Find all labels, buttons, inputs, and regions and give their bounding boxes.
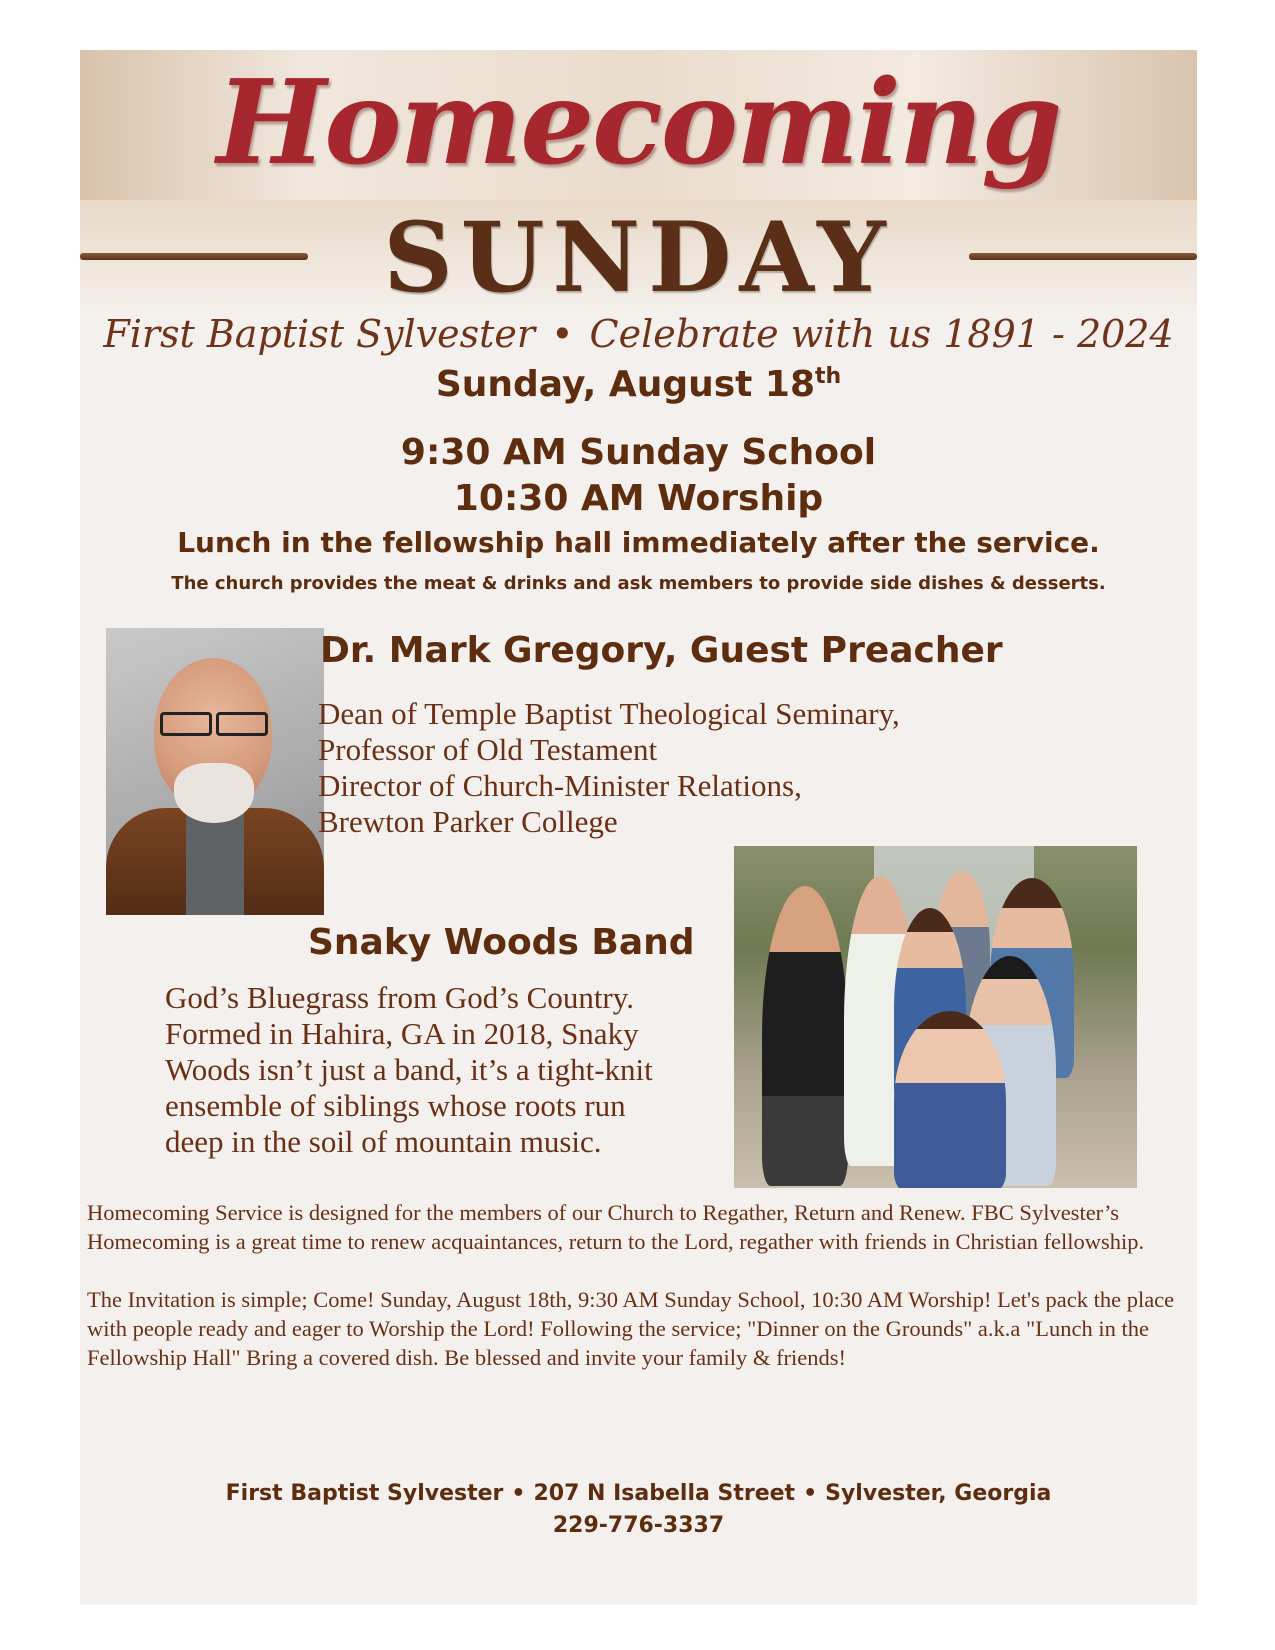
band-member-figure [894, 1011, 1006, 1188]
band-heading: Snaky Woods Band [308, 922, 695, 963]
preacher-photo-shirt [186, 813, 244, 915]
preacher-photo-beard [174, 763, 254, 823]
band-bio-line: Formed in Hahira, GA in 2018, Snaky [165, 1016, 639, 1051]
footer-address: 207 N Isabella Street [533, 1481, 796, 1506]
event-date [80, 364, 1197, 405]
footer-city: Sylvester, Georgia [825, 1481, 1052, 1506]
glasses-lens-left [160, 712, 212, 736]
preacher-photo-glasses [156, 712, 270, 732]
about-section [87, 1198, 1192, 1401]
banner-title-sunday: SUNDAY [383, 201, 894, 312]
flyer-page [80, 50, 1197, 1605]
tagline-church: First Baptist Sylvester [103, 312, 536, 356]
preacher-bio-line: Brewton Parker College [318, 804, 618, 839]
event-date-text: Sunday, August 18 [435, 364, 815, 405]
preacher-bio-line: Professor of Old Testament [318, 732, 658, 767]
sunday-school-time: 9:30 AM Sunday School [400, 432, 877, 473]
preacher-bio [318, 696, 1178, 840]
about-paragraph: The Invitation is simple; Come! Sunday, August 18th, 9:30 AM Sunday School, 10:30 AM Worship! Let's pack the place with people ready and eager to Worship the Lord! Following the service; "Dinner on the Grounds" a.k.a "Lunch in the Fellowship Hall" Bring a covered dish. Be blessed and invite your family & friends! [87, 1287, 1175, 1370]
tagline-bullet: • [551, 312, 574, 356]
footer-bullet: • [511, 1481, 526, 1506]
header-banner [80, 50, 1197, 312]
footer-phone: 229-776-3337 [552, 1513, 725, 1538]
band-photo [734, 846, 1137, 1188]
worship-time: 10:30 AM Worship [453, 478, 824, 519]
preacher-heading: Dr. Mark Gregory, Guest Preacher [320, 630, 1003, 671]
event-schedule [80, 430, 1197, 522]
preacher-photo [106, 628, 324, 915]
banner-sunday-row [80, 201, 1197, 312]
tagline [80, 312, 1197, 356]
lunch-announcement: Lunch in the fellowship hall immediately after the service. [177, 526, 1100, 559]
footer-address-line [80, 1478, 1197, 1510]
tagline-celebrate: Celebrate with us 1891 - 2024 [589, 312, 1174, 356]
glasses-lens-right [216, 712, 268, 736]
banner-title-homecoming: Homecoming [216, 55, 1061, 191]
band-bio-line: God’s Bluegrass from God’s Country. [165, 980, 634, 1015]
about-paragraph: Homecoming Service is designed for the members of our Church to Regather, Return and Renew. FBC Sylvester’s Homecoming is a great time to renew acquaintances, return to the Lord, regather with friends in Christian fellowship. [87, 1200, 1145, 1254]
event-date-suffix: th [815, 364, 842, 389]
preacher-bio-line: Director of Church-Minister Relations, [318, 768, 802, 803]
lunch-note: The church provides the meat & drinks and ask members to provide side dishes & desserts. [171, 573, 1106, 594]
footer-church: First Baptist Sylvester [225, 1481, 504, 1506]
footer-bullet: • [803, 1481, 818, 1506]
band-bio [165, 980, 735, 1160]
band-bio-line: deep in the soil of mountain music. [165, 1124, 602, 1159]
preacher-bio-line: Dean of Temple Baptist Theological Seminary, [318, 696, 900, 731]
band-bio-line: Woods isn’t just a band, it’s a tight-knit [165, 1052, 653, 1087]
footer-contact [80, 1478, 1197, 1542]
band-bio-line: ensemble of siblings whose roots run [165, 1088, 626, 1123]
band-member-figure [762, 886, 848, 1186]
